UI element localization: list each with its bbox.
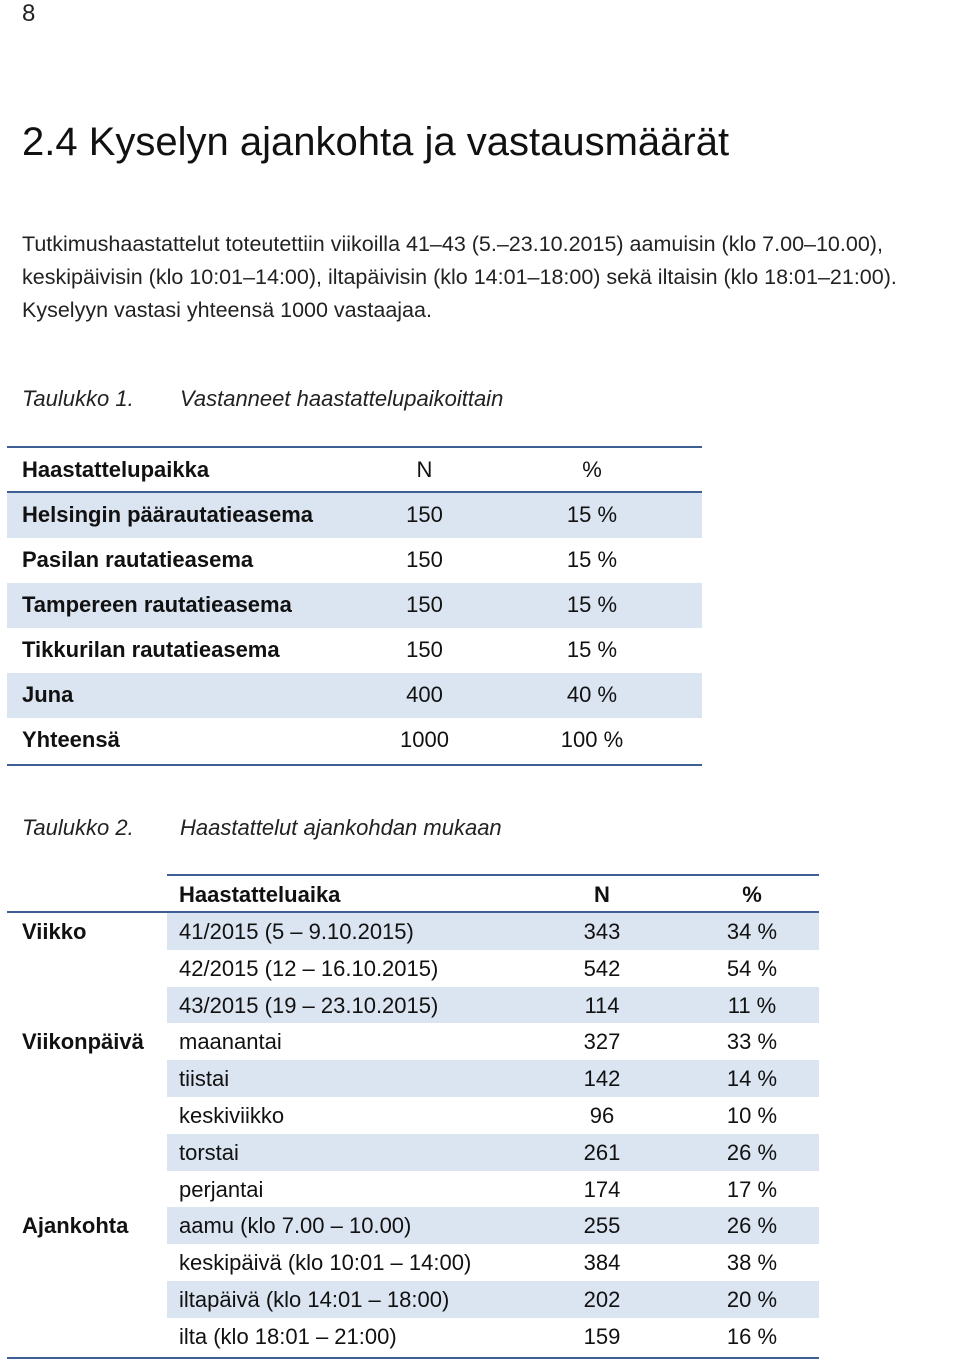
table1-label: Taulukko 1. (22, 386, 134, 411)
cell-time: 43/2015 (19 – 23.10.2015) (179, 992, 439, 1018)
table-row (7, 673, 702, 718)
cell-percent: 15 % (566, 502, 618, 527)
table-row (7, 1207, 819, 1244)
cell-time: aamu (klo 7.00 – 10.00) (179, 1213, 412, 1239)
cell-percent: 38 % (726, 1250, 778, 1276)
cell-location: Pasilan rautatieasema (22, 547, 254, 572)
cell-location: Juna (22, 682, 74, 707)
table-row (7, 493, 702, 538)
cell-percent: 17 % (726, 1176, 778, 1202)
cell-n: 150 (406, 637, 443, 662)
table1-header-location: Haastattelupaikka (22, 457, 210, 482)
table1-header-percent: % (582, 457, 602, 482)
table-row (7, 913, 819, 950)
table-row (7, 1281, 819, 1318)
cell-n: 150 (406, 547, 443, 572)
table-row (7, 538, 702, 583)
table-row (7, 1097, 819, 1134)
table-row (7, 1060, 819, 1097)
cell-time: keskipäivä (klo 10:01 – 14:00) (179, 1250, 472, 1276)
table2-header-row (7, 876, 819, 911)
cell-n: 542 (583, 955, 621, 981)
intro-paragraph: Tutkimushaastattelut toteutettiin viikoilla 41–43 (5.–23.10.2015) aamuisin (klo 7.00–10.00), keskipäivisin (klo 10:01–14:00), iltapäivisin (klo 14:01–18:00) sekä iltaisin (klo 18:01–21:00). Kyselyyn vastasi yhteensä 1000 vastaajaa. (22, 232, 897, 322)
cell-percent: 26 % (726, 1139, 778, 1165)
cell-location: Tikkurilan rautatieasema (22, 637, 280, 662)
cell-location: Tampereen rautatieasema (22, 592, 292, 617)
cell-percent: 54 % (726, 955, 778, 981)
cell-percent: 15 % (566, 547, 618, 572)
cell-time: keskiviikko (179, 1103, 285, 1128)
cell-n: 202 (583, 1287, 621, 1312)
table2-header-time: Haastatteluaika (179, 882, 341, 907)
cell-n: 384 (583, 1250, 621, 1276)
table-row (7, 1171, 819, 1208)
table2-caption (22, 815, 722, 845)
table-row (7, 628, 702, 673)
table-row (7, 1134, 819, 1171)
table2-header-n: N (594, 882, 610, 907)
cell-percent: 14 % (726, 1066, 778, 1092)
cell-n: 400 (406, 682, 443, 707)
cell-n: 327 (583, 1029, 621, 1055)
cell-n: 1000 (400, 727, 449, 752)
cell-location: Yhteensä (22, 727, 120, 752)
cell-time: maanantai (179, 1029, 282, 1055)
table1-header-n: N (416, 457, 433, 482)
table-row-total (7, 718, 702, 763)
cell-location: Helsingin päärautatieasema (22, 502, 314, 527)
cell-percent: 40 % (566, 682, 618, 707)
cell-percent: 15 % (566, 637, 618, 662)
cell-percent: 10 % (726, 1103, 778, 1128)
cell-time: tiistai (179, 1066, 230, 1092)
cell-percent: 11 % (727, 992, 777, 1018)
cell-n: 150 (406, 592, 443, 617)
cell-n: 255 (583, 1213, 621, 1239)
cell-time: 42/2015 (12 – 16.10.2015) (179, 955, 439, 981)
cell-n: 174 (583, 1176, 621, 1202)
cell-n: 142 (583, 1066, 621, 1092)
cell-group: Viikko (22, 919, 87, 944)
cell-group: Viikonpäivä (22, 1029, 144, 1055)
cell-n: 114 (584, 992, 620, 1018)
table1-caption (22, 386, 722, 416)
table-interviews-by-time (7, 874, 819, 1359)
table2-header-percent: % (742, 882, 762, 907)
page-number: 8 (22, 0, 36, 27)
cell-group: Ajankohta (22, 1213, 129, 1239)
table1-bottom-rule (7, 764, 702, 766)
table-respondents-by-location (7, 446, 702, 766)
table-row (7, 583, 702, 628)
cell-percent: 16 % (726, 1323, 778, 1349)
cell-time: perjantai (179, 1176, 264, 1202)
table-row (7, 950, 819, 987)
table-row (7, 1318, 819, 1355)
table-row (7, 987, 819, 1024)
cell-n: 150 (406, 502, 443, 527)
cell-percent: 33 % (726, 1029, 778, 1055)
cell-time: ilta (klo 18:01 – 21:00) (179, 1323, 397, 1349)
table-row (7, 1023, 819, 1060)
cell-time: torstai (179, 1139, 239, 1165)
section-heading: 2.4 Kyselyn ajankohta ja vastausmäärät (22, 120, 730, 164)
cell-percent: 15 % (566, 592, 618, 617)
cell-time: iltapäivä (klo 14:01 – 18:00) (179, 1287, 450, 1312)
table-row (7, 1244, 819, 1281)
cell-n: 343 (583, 919, 621, 944)
cell-n: 261 (583, 1139, 621, 1165)
table1-title: Vastanneet haastattelupaikoittain (180, 386, 504, 411)
cell-percent: 34 % (726, 919, 778, 944)
cell-percent: 26 % (726, 1213, 778, 1239)
table2-label: Taulukko 2. (22, 815, 134, 840)
cell-percent: 100 % (560, 727, 624, 752)
cell-time: 41/2015 (5 – 9.10.2015) (179, 919, 414, 944)
cell-n: 96 (589, 1103, 615, 1128)
cell-n: 159 (583, 1323, 621, 1349)
table2-bottom-rule (7, 1357, 819, 1359)
table2-title: Haastattelut ajankohdan mukaan (180, 815, 502, 840)
cell-percent: 20 % (726, 1287, 778, 1312)
table1-header-row (7, 448, 702, 493)
